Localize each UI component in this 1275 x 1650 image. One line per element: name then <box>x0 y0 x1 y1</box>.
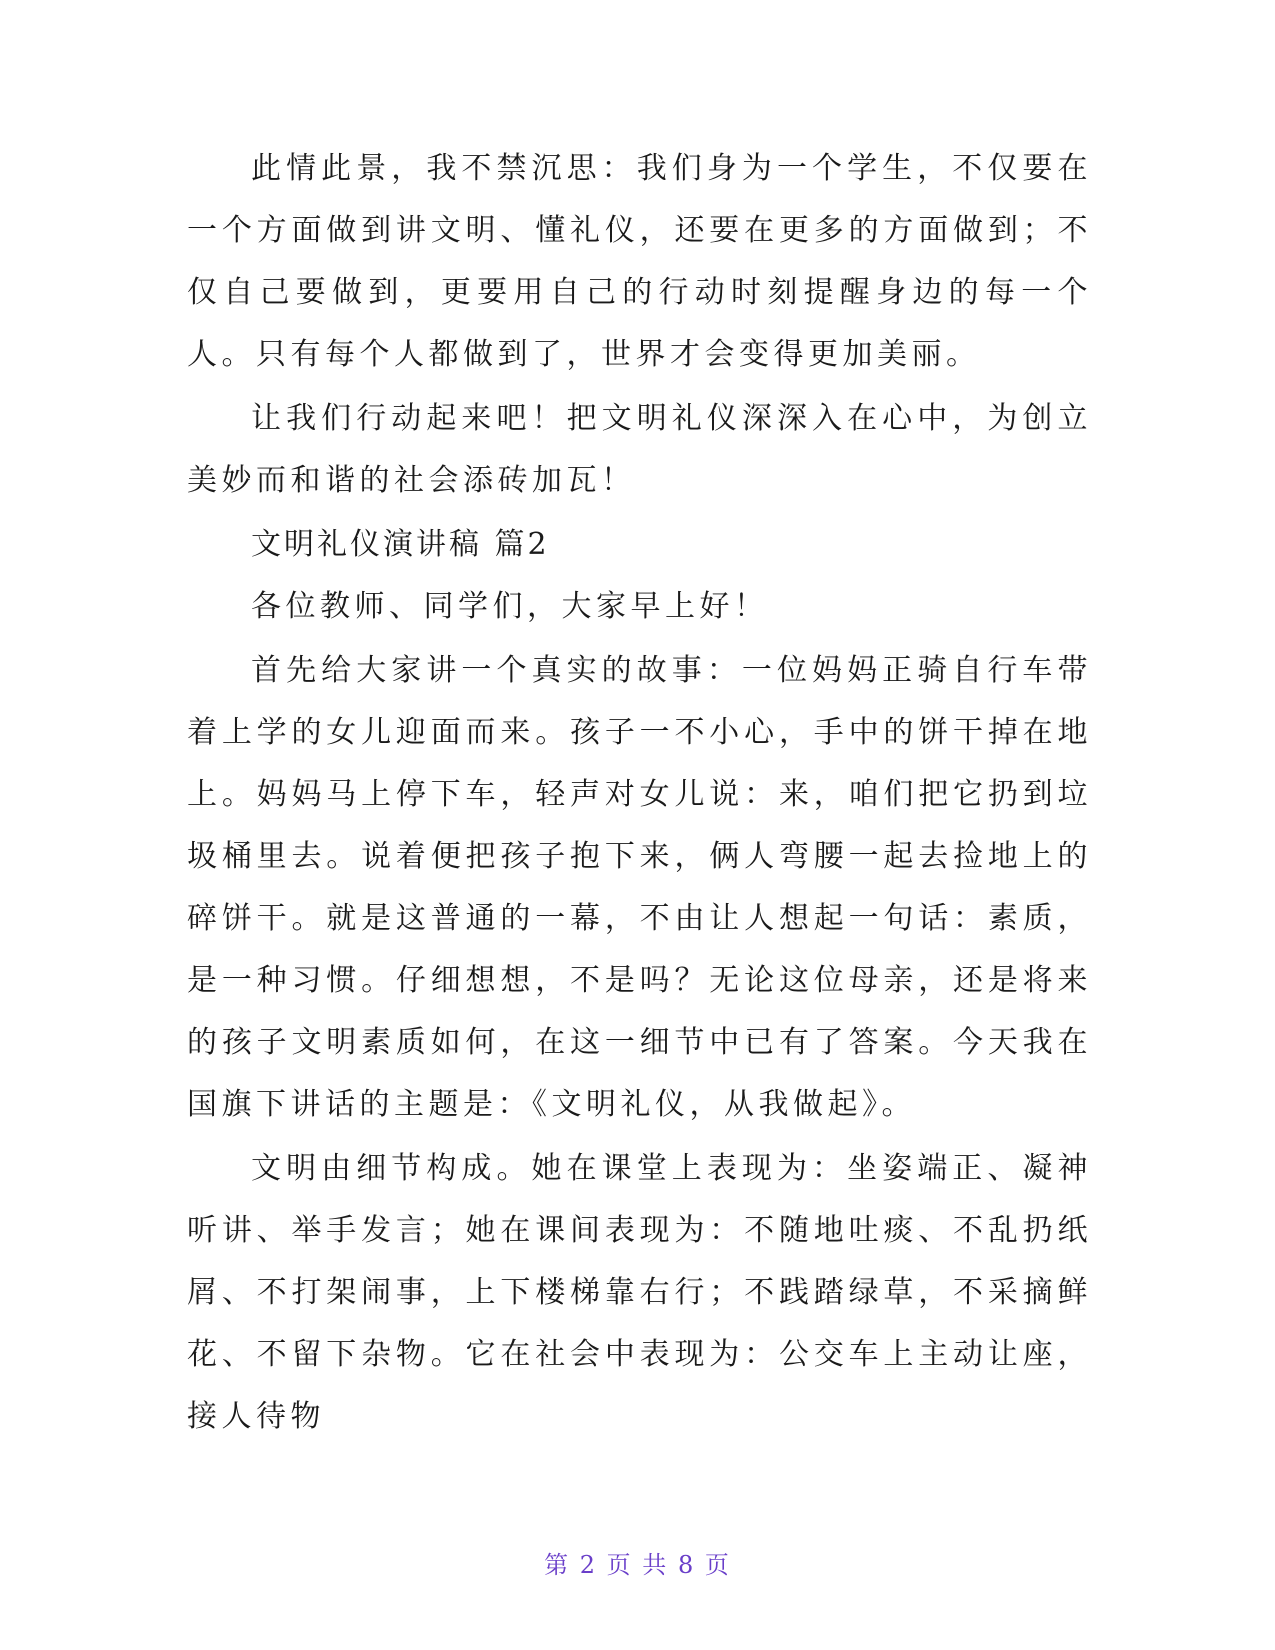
paragraph: 首先给大家讲一个真实的故事：一位妈妈正骑自行车带着上学的女儿迎面而来。孩子一不小心，手中的饼干掉在地上。妈妈马上停下车，轻声对女儿说：来，咱们把它扔到垃圾桶里去。说着便把孩子抱下来，俩人弯腰一起去捡地上的碎饼干。就是这普通的一幕，不由让人想起一句话：素质，是一种习惯。仔细想想，不是吗？无论这位母亲，还是将来的孩子文明素质如何，在这一细节中已有了答案。今天我在国旗下讲话的主题是：《文明礼仪，从我做起》。 <box>187 653 1092 1122</box>
section-heading: 文明礼仪演讲稿 篇2 <box>251 527 550 562</box>
page-number-footer: 第 2 页 共 8 页 <box>544 1551 731 1579</box>
document-body <box>187 138 1092 1450</box>
paragraph: 让我们行动起来吧！把文明礼仪深深入在心中，为创立美妙而和谐的社会添砖加瓦！ <box>187 401 1092 498</box>
paragraph: 文明由细节构成。她在课堂上表现为：坐姿端正、凝神听讲、举手发言；她在课间表现为：不随地吐痰、不乱扔纸屑、不打架闹事，上下楼梯靠右行；不践踏绿草，不采摘鲜花、不留下杂物。它在社会中表现为：公交车上主动让座，接人待物 <box>187 1151 1092 1434</box>
paragraph: 此情此景，我不禁沉思：我们身为一个学生，不仅要在一个方面做到讲文明、懂礼仪，还要在更多的方面做到；不仅自己要做到，更要用自己的行动时刻提醒身边的每一个人。只有每个人都做到了，世界才会变得更加美丽。 <box>187 151 1092 372</box>
greeting-paragraph: 各位教师、同学们，大家早上好！ <box>251 589 769 624</box>
